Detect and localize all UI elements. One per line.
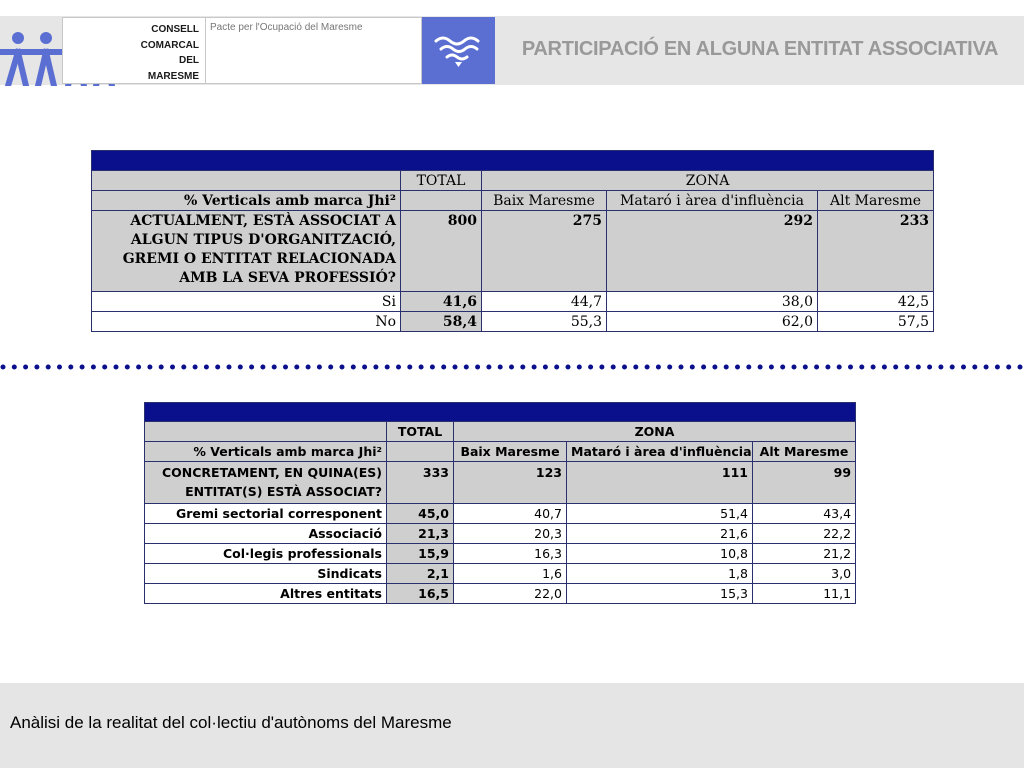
footer-text: Anàlisi de la realitat del col·lectiu d'autònoms del Maresme [10, 713, 452, 732]
table-row [145, 422, 856, 442]
dotted-separator [0, 363, 1024, 371]
empty-header-cell [401, 191, 482, 211]
row-header-label: % Verticals amb marca Jhi² [145, 442, 387, 462]
table-row [145, 504, 856, 524]
row-label: Sindicats [145, 564, 387, 584]
zone-mataro: Mataró i àrea d'influència [567, 442, 753, 462]
zone-value: 22,2 [753, 524, 856, 544]
base-zone: 123 [454, 462, 567, 504]
council-line-2: COMARCAL [140, 39, 199, 51]
table-row [145, 462, 856, 504]
association-table [91, 150, 934, 332]
zone-baix-maresme: Baix Maresme [454, 442, 567, 462]
table-band [92, 151, 934, 171]
zone-value: 16,3 [454, 544, 567, 564]
council-line-3: DEL [179, 55, 199, 66]
row-label: Altres entitats [145, 584, 387, 604]
total-value: 45,0 [387, 504, 454, 524]
zone-alt-maresme: Alt Maresme [753, 442, 856, 462]
table-row [145, 584, 856, 604]
table-row [92, 312, 934, 332]
table-row [145, 442, 856, 462]
zone-header: ZONA [482, 171, 934, 191]
base-zone: 292 [607, 211, 818, 292]
zone-value: 42,5 [818, 292, 934, 312]
table-row [145, 564, 856, 584]
table-band [145, 403, 856, 422]
zone-baix-maresme: Baix Maresme [482, 191, 607, 211]
zone-value: 11,1 [753, 584, 856, 604]
row-header-label: % Verticals amb marca Jhi² [92, 191, 401, 211]
table-row [92, 292, 934, 312]
empty-header-cell [145, 422, 387, 442]
question-line: ENTITAT(S) ESTÀ ASSOCIAT? [185, 484, 382, 499]
zone-header: ZONA [454, 422, 856, 442]
zone-value: 40,7 [454, 504, 567, 524]
pacte-label: Pacte per l'Ocupació del Maresme [210, 22, 363, 33]
zone-value: 38,0 [607, 292, 818, 312]
table-row [92, 171, 934, 191]
zone-alt-maresme: Alt Maresme [818, 191, 934, 211]
zone-mataro: Mataró i àrea d'influència [607, 191, 818, 211]
question-cell [145, 462, 387, 504]
base-zone: 275 [482, 211, 607, 292]
question-line: AMB LA SEVA PROFESSIÓ? [179, 270, 396, 286]
question-cell [92, 211, 401, 292]
zone-value: 1,8 [567, 564, 753, 584]
base-zone: 233 [818, 211, 934, 292]
table-row [145, 524, 856, 544]
total-value: 16,5 [387, 584, 454, 604]
total-value: 15,9 [387, 544, 454, 564]
zone-value: 21,2 [753, 544, 856, 564]
zone-value: 44,7 [482, 292, 607, 312]
total-header: TOTAL [387, 422, 454, 442]
base-total: 800 [401, 211, 482, 292]
zone-value: 62,0 [607, 312, 818, 332]
pacte-box [205, 17, 422, 84]
zone-value: 43,4 [753, 504, 856, 524]
total-value: 2,1 [387, 564, 454, 584]
zone-value: 20,3 [454, 524, 567, 544]
row-label: Si [92, 292, 401, 312]
row-label: Gremi sectorial corresponent [145, 504, 387, 524]
table-row [145, 544, 856, 564]
zone-value: 21,6 [567, 524, 753, 544]
zone-value: 55,3 [482, 312, 607, 332]
total-header: TOTAL [401, 171, 482, 191]
zone-value: 3,0 [753, 564, 856, 584]
empty-header-cell [92, 171, 401, 191]
total-value: 21,3 [387, 524, 454, 544]
question-line: ACTUALMENT, ESTÀ ASSOCIAT A [130, 213, 396, 229]
row-label: Col·legis professionals [145, 544, 387, 564]
row-label: Associació [145, 524, 387, 544]
base-total: 333 [387, 462, 454, 504]
question-line: GREMI O ENTITAT RELACIONADA [122, 251, 396, 267]
zone-value: 22,0 [454, 584, 567, 604]
zone-value: 15,3 [567, 584, 753, 604]
question-line: CONCRETAMENT, EN QUINA(ES) [162, 465, 382, 480]
table-row [92, 211, 934, 292]
wave-logo-box [422, 17, 495, 84]
zone-value: 51,4 [567, 504, 753, 524]
base-zone: 99 [753, 462, 856, 504]
footer-bar [0, 683, 1024, 768]
zone-value: 57,5 [818, 312, 934, 332]
council-name-box [62, 17, 206, 84]
empty-header-cell [387, 442, 454, 462]
question-line: ALGUN TIPUS D'ORGANITZACIÓ, [130, 232, 396, 248]
table-row [92, 191, 934, 211]
wave-logo-icon [422, 17, 495, 84]
page-title: PARTICIPACIÓ EN ALGUNA ENTITAT ASSOCIATIVA [521, 38, 999, 60]
council-line-4: MARESME [147, 70, 199, 82]
row-label: No [92, 312, 401, 332]
total-value: 58,4 [401, 312, 482, 332]
zone-value: 10,8 [567, 544, 753, 564]
council-line-1: CONSELL [151, 24, 199, 35]
base-zone: 111 [567, 462, 753, 504]
zone-value: 1,6 [454, 564, 567, 584]
total-value: 41,6 [401, 292, 482, 312]
entity-type-table [144, 402, 856, 604]
